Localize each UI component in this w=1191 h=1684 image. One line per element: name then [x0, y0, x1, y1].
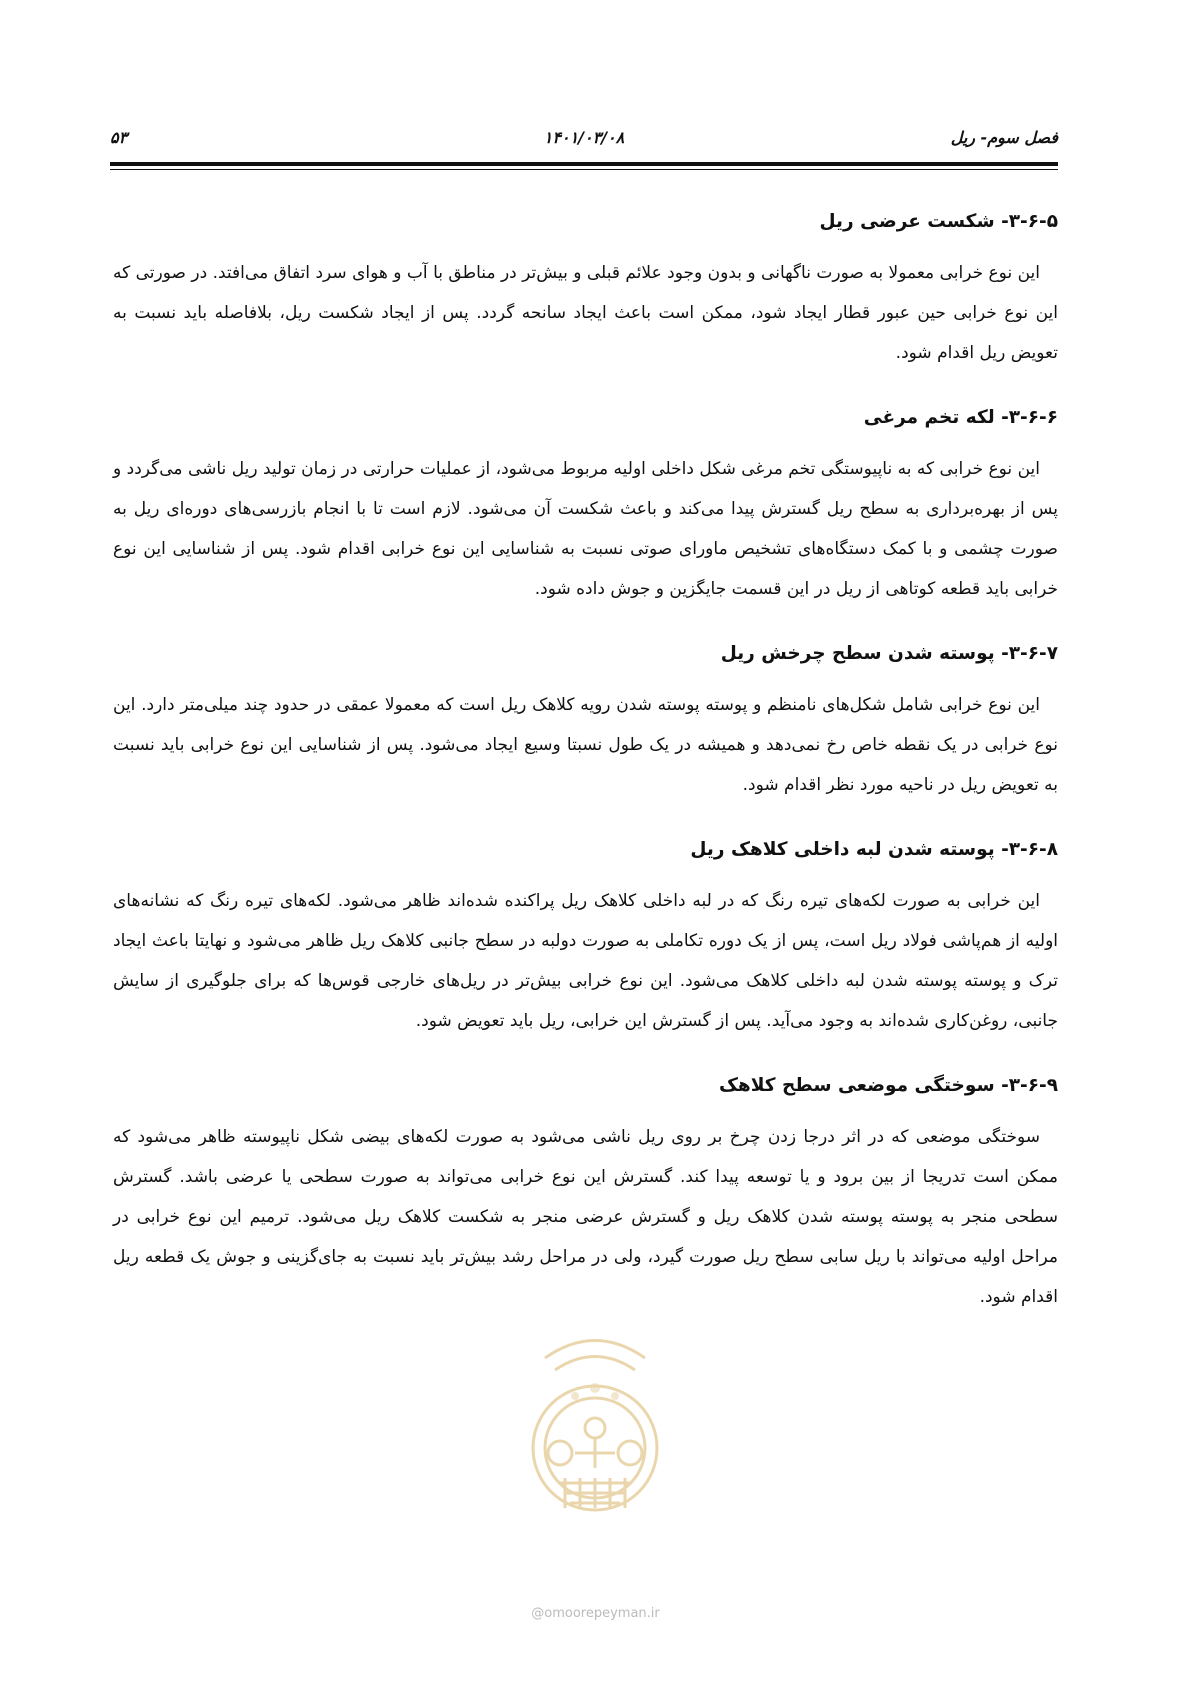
- section-paragraph: سوختگی موضعی که در اثر درجا زدن چرخ بر روی ریل ناشی می‌شود به صورت لکه‌های بیضی شکل ناپیوسته ظاهر می‌شود که ممکن است تدریجا از بین برود و یا توسعه پیدا کند. گسترش این نوع خرابی می‌تواند به صورت سطحی یا عرضی باشد. گسترش سطحی منجر به پوسته پوسته شدن کلاهک ریل و گسترش عرضی منجر به شکست کلاهک ریل می‌شود. ترمیم این نوع خرابی در مراحل اولیه می‌تواند با ریل سابی سطح ریل صورت گیرد، ولی در مراحل رشد بیش‌تر باید نسبت به جای‌گزینی و جوش یک قطعه ریل اقدام شود.: [113, 1127, 1058, 1307]
- section-paragraph: این نوع خرابی که به ناپیوستگی تخم مرغی شکل داخلی اولیه مربوط می‌شود، از عملیات حرارتی در زمان تولید ریل ناشی می‌گردد و پس از بهره‌برداری به سطح ریل گسترش پیدا می‌کند و باعث شکست آن می‌شود. لازم است تا با انجام بازرسی‌های دوره‌ای ریل به صورت چشمی و با کمک دستگاه‌های تشخیص ماورای صوتی نسبت به شناسایی این نوع خرابی اقدام شود. پس از شناسایی این نوع خرابی باید قطعه کوتاهی از ریل در این قسمت جایگزین و جوش داده شود.: [113, 459, 1058, 599]
- section-gauge-corner-shelling: [113, 833, 1058, 1041]
- header-rule-thin: [110, 169, 1058, 170]
- seal-logo-icon: [505, 1318, 685, 1528]
- section-paragraph: این خرابی به صورت لکه‌های تیره رنگ که در لبه داخلی کلاهک ریل پراکنده شده‌اند ظاهر می‌شود. لکه‌های تیره رنگ که نشانه‌های اولیه از هم‌پاشی فولاد ریل است، پس از یک دوره تکاملی به صورت دولبه در سطح جانبی کلاهک ریل ظاهر می‌شود و نهایتا باعث ایجاد ترک و پوسته پوسته شدن لبه داخلی کلاهک می‌شود. این نوع خرابی بیش‌تر در ریل‌های خارجی قوس‌ها که برای جلوگیری از سایش جانبی، روغن‌کاری شده‌اند به وجود می‌آید. پس از گسترش این خرابی، ریل باید تعویض شود.: [113, 891, 1058, 1031]
- section-title: ۳-۶-۵- شکست عرضی ریل: [819, 211, 1058, 232]
- section-title: ۳-۶-۶- لکه تخم مرغی: [863, 407, 1058, 428]
- section-title: ۳-۶-۷- پوسته شدن سطح چرخش ریل: [720, 643, 1058, 664]
- header-date: ۱۴۰۱/۰۳/۰۸: [543, 128, 625, 147]
- section-surface-shelling: [113, 637, 1058, 805]
- header-rule-thick: [110, 162, 1058, 166]
- section-wheel-burn: [113, 1069, 1058, 1317]
- section-title: ۳-۶-۹- سوختگی موضعی سطح کلاهک: [718, 1075, 1058, 1096]
- section-paragraph: این نوع خرابی شامل شکل‌های نامنظم و پوسته پوسته شدن رویه کلاهک ریل است که معمولا عمقی در حدود چند میلی‌متر دارد. این نوع خرابی در یک نقطه خاص رخ نمی‌دهد و همیشه در یک طول نسبتا وسیع ایجاد می‌شود. پس از شناسایی این نوع خرابی باید نسبت به تعویض ریل در ناحیه مورد نظر اقدام شود.: [113, 695, 1058, 795]
- page-header: [110, 128, 1058, 154]
- section-title: ۳-۶-۸- پوسته شدن لبه داخلی کلاهک ریل: [690, 839, 1058, 860]
- chapter-title: فصل سوم- ریل: [950, 128, 1058, 147]
- page-number: ۵۳: [110, 128, 128, 147]
- section-shatter-crack: [113, 401, 1058, 609]
- watermark-url: @omoorepeyman.ir: [531, 1606, 660, 1621]
- section-paragraph: این نوع خرابی معمولا به صورت ناگهانی و بدون وجود علائم قبلی و بیش‌تر در مناطق با آب و هوای سرد اتفاق می‌افتد. در صورتی که این نوع خرابی حین عبور قطار ایجاد شود، ممکن است باعث ایجاد سانحه گردد. پس از ایجاد شکست ریل، بلافاصله باید نسبت به تعویض ریل اقدام شود.: [113, 263, 1058, 363]
- section-transverse-fracture: [113, 205, 1058, 373]
- page-body: [113, 205, 1058, 1345]
